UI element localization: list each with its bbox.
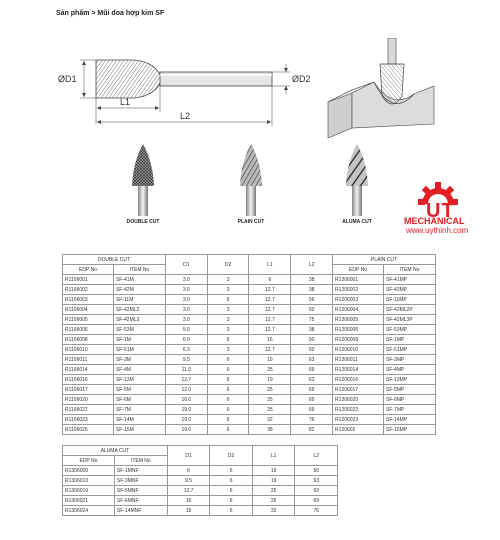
table-cell: 50	[291, 345, 333, 355]
table-cell: SF-1M	[113, 335, 165, 345]
table-cell: R1106016	[63, 375, 114, 385]
table-cell: 32	[249, 415, 291, 425]
table-cell: SF-15MP	[384, 425, 436, 435]
table-cell: SF-53M	[113, 325, 165, 335]
table-cell: 25	[249, 405, 291, 415]
table-cell: 12.7	[165, 375, 207, 385]
table-cell: 11.0	[165, 365, 207, 375]
table-cell: R1206011	[333, 355, 384, 365]
table-cell: 6	[207, 425, 249, 435]
table-cell: SF-14M	[113, 415, 165, 425]
table-cell: SF-3MNF	[114, 476, 167, 486]
table-cell: 75	[291, 315, 333, 325]
table-cell: 69	[291, 395, 333, 405]
d2-label: ØD2	[292, 74, 311, 84]
table-cell: 6	[167, 466, 210, 476]
table-cell: 6.3	[165, 345, 207, 355]
table-cell: R1206004	[333, 305, 384, 315]
table-cell: SF-42ML2	[113, 305, 165, 315]
logo-tagline: MECHANICAL	[404, 216, 465, 226]
table-cell: R1306013	[63, 476, 115, 486]
d1-header: D1	[165, 255, 207, 275]
table-cell: 12.7	[249, 285, 291, 295]
table-cell: SF-51MP	[384, 345, 436, 355]
table-cell: 3.0	[165, 285, 207, 295]
table-cell: 76	[295, 506, 338, 516]
table-cell: 25	[252, 496, 295, 506]
table-cell: R1106022	[63, 405, 114, 415]
table-cell: SF-7MP	[384, 405, 436, 415]
d2-header: D2	[207, 255, 249, 275]
table-cell: R1106017	[63, 385, 114, 395]
table-cell: 38	[291, 275, 333, 285]
table-cell: 3.0	[165, 305, 207, 315]
l2-header: L2	[291, 255, 333, 275]
table-row	[63, 305, 436, 315]
table-cell: SF-3M	[113, 355, 165, 365]
logo-brand: UT	[426, 200, 455, 222]
table-cell: SF-42ML3	[113, 315, 165, 325]
table-cell: R1106011	[63, 355, 114, 365]
table-cell: 12.7	[249, 345, 291, 355]
table-cell: 63	[295, 476, 338, 486]
table-cell: 3.0	[165, 275, 207, 285]
table-cell: 6	[210, 466, 253, 476]
table-cell: R1106020	[63, 395, 114, 405]
table-row	[63, 415, 436, 425]
table-row	[63, 345, 436, 355]
table-row	[63, 385, 436, 395]
table-cell: 50	[295, 466, 338, 476]
table-cell: SF-6MP	[384, 395, 436, 405]
table-cell: 69	[291, 405, 333, 415]
table-cell: 3	[207, 305, 249, 315]
table-cell: 3.0	[165, 295, 207, 305]
table-cell: R1306021	[63, 496, 115, 506]
table-cell: SF-5MNF	[114, 486, 167, 496]
table-cell: R1206008	[333, 335, 384, 345]
table-cell: 50	[291, 305, 333, 315]
table-cell: 25	[249, 385, 291, 395]
table-cell: R1206005	[333, 315, 384, 325]
table-cell: SF-5M	[113, 385, 165, 395]
aluma-item-header: ITEM No	[114, 456, 167, 466]
table-cell: 69	[291, 365, 333, 375]
table-cell: 38	[291, 325, 333, 335]
table-cell: 12.7	[167, 486, 210, 496]
aluma-edp-header: EDP No	[63, 456, 115, 466]
table-row	[63, 275, 436, 285]
table-cell: SF-42M	[113, 285, 165, 295]
plain-cut-label: PLAIN CUT	[237, 219, 265, 225]
table-cell: 82	[291, 425, 333, 435]
table-cell: 38	[291, 285, 333, 295]
table-cell: 12.7	[249, 325, 291, 335]
table-row	[63, 285, 436, 295]
table-cell: 6	[210, 506, 253, 516]
plain-edp-header: EDP No	[333, 265, 384, 275]
table-cell: 3	[207, 285, 249, 295]
table-cell: SF-3MP	[384, 355, 436, 365]
table-cell: 6	[207, 385, 249, 395]
table-cell: SF-14MNF	[114, 506, 167, 516]
table-cell: SF-42ML2P	[384, 305, 436, 315]
table-cell: 25	[249, 395, 291, 405]
table-cell: 6	[207, 395, 249, 405]
table-row	[63, 405, 436, 415]
table-cell: SF-41MP	[384, 275, 436, 285]
grinding-illustration	[322, 38, 440, 138]
table-cell: R1206017	[333, 385, 384, 395]
aluma-table-row	[63, 486, 338, 496]
table-cell: R1206002	[333, 285, 384, 295]
table-cell: R1106008	[63, 335, 114, 345]
table-cell: 19.0	[165, 415, 207, 425]
table-row	[63, 395, 436, 405]
table-cell: 6	[249, 275, 291, 285]
table-cell: SF-11MP	[384, 295, 436, 305]
table-cell: SF-4M	[113, 365, 165, 375]
aluma-cut-label: ALUMA CUT	[342, 219, 372, 225]
table-row	[63, 325, 436, 335]
l2-label: L2	[180, 111, 191, 121]
table-cell: SF-7M	[113, 405, 165, 415]
table-cell: R1106026	[63, 425, 114, 435]
table-cell: 6	[210, 486, 253, 496]
table-cell: SF-11M	[113, 295, 165, 305]
company-logo[interactable]	[404, 182, 496, 240]
plain-item-header: ITEM No	[384, 265, 436, 275]
table-cell: R1206020	[333, 395, 384, 405]
table-cell: R1106023	[63, 415, 114, 425]
table-cell: 6	[207, 375, 249, 385]
table-cell: 3	[207, 345, 249, 355]
table-cell: R1306024	[63, 506, 115, 516]
table-cell: R120602	[333, 425, 384, 435]
table-cell: SF-1MP	[384, 335, 436, 345]
table-cell: SF-42ML3P	[384, 315, 436, 325]
table-cell: SF-53MP	[384, 325, 436, 335]
table-cell: 16	[167, 496, 210, 506]
l1-label: L1	[120, 97, 131, 107]
table-cell: R1206003	[333, 295, 384, 305]
table-cell: 19	[249, 355, 291, 365]
aluma-table-row	[63, 466, 338, 476]
table-cell: 9.5	[167, 476, 210, 486]
dimension-drawing	[56, 42, 331, 132]
edp-header: EDP No	[63, 265, 114, 275]
table-cell: R1306019	[63, 486, 115, 496]
table-cell: 32	[252, 506, 295, 516]
table-cell: 6	[207, 335, 249, 345]
table-cell: R1106005	[63, 315, 114, 325]
aluma-table-row	[63, 496, 338, 506]
table-cell: 16.0	[165, 395, 207, 405]
double-cut-header: DOUBLE CUT	[63, 255, 166, 265]
table-cell: 63	[291, 355, 333, 365]
breadcrumb: Sản phẩm > Mũi doa hợp kim SF	[56, 10, 165, 17]
table-cell: R1206001	[333, 275, 384, 285]
table-cell: SF-15M	[113, 425, 165, 435]
table-cell: 69	[295, 496, 338, 506]
table-cell: SF-4MP	[384, 365, 436, 375]
table-cell: 19	[252, 476, 295, 486]
table-cell: 12.0	[165, 385, 207, 395]
table-cell: 12.7	[249, 305, 291, 315]
table-cell: 25	[249, 365, 291, 375]
table-cell: R1206016	[333, 375, 384, 385]
table-cell: R1106014	[63, 365, 114, 375]
table-cell: SF-13M	[113, 375, 165, 385]
aluma-cut-header: ALUMA CUT	[63, 446, 168, 456]
table-row	[63, 425, 436, 435]
table-cell: 19	[249, 375, 291, 385]
aluma-d1-header: D1	[167, 446, 210, 466]
d1-label: ØD1	[58, 74, 77, 84]
table-cell: 6.0	[165, 335, 207, 345]
table-cell: 19.0	[165, 425, 207, 435]
aluma-cut-table	[62, 445, 338, 516]
table-cell: 69	[295, 486, 338, 496]
table-cell: 6	[207, 405, 249, 415]
double-plain-cut-table	[62, 254, 436, 435]
aluma-l2-header: L2	[295, 446, 338, 466]
aluma-table-row	[63, 476, 338, 486]
table-cell: 19	[252, 466, 295, 476]
table-cell: R1306009	[63, 466, 115, 476]
table-cell: R1206006	[333, 325, 384, 335]
table-cell: 5.0	[165, 325, 207, 335]
table-cell: SF-51M	[113, 345, 165, 355]
aluma-table-row	[63, 506, 338, 516]
table-cell: 9.5	[165, 355, 207, 365]
table-cell: 56	[291, 295, 333, 305]
table-cell: SF-41M	[113, 275, 165, 285]
table-cell: R1206014	[333, 365, 384, 375]
table-cell: R1206022	[333, 405, 384, 415]
table-cell: R1106006	[63, 325, 114, 335]
table-cell: 6	[210, 476, 253, 486]
item-header: ITEM No	[113, 265, 165, 275]
table-cell: SF-6MNF	[114, 496, 167, 506]
table-row	[63, 295, 436, 305]
table-cell: R1106003	[63, 295, 114, 305]
table-cell: 12.7	[249, 315, 291, 325]
table-cell: 3	[207, 315, 249, 325]
table-cell: 6	[207, 415, 249, 425]
table-cell: 6	[207, 295, 249, 305]
table-row	[63, 335, 436, 345]
table-cell: SF-14MP	[384, 415, 436, 425]
table-cell: SF-1MNF	[114, 466, 167, 476]
aluma-l1-header: L1	[252, 446, 295, 466]
table-cell: 19.0	[165, 405, 207, 415]
table-cell: 25	[252, 486, 295, 496]
table-cell: R1106010	[63, 345, 114, 355]
aluma-d2-header: D2	[210, 446, 253, 466]
table-cell: 16	[249, 335, 291, 345]
table-row	[63, 315, 436, 325]
table-cell: SF-13MP	[384, 375, 436, 385]
table-cell: 12.7	[249, 295, 291, 305]
table-cell: 6	[207, 355, 249, 365]
table-cell: 63	[291, 375, 333, 385]
table-cell: 69	[291, 385, 333, 395]
table-cell: R1106002	[63, 285, 114, 295]
table-cell: 19	[167, 506, 210, 516]
table-row	[63, 355, 436, 365]
table-cell: 50	[291, 335, 333, 345]
table-cell: 6	[210, 496, 253, 506]
table-cell: R1106001	[63, 275, 114, 285]
l1-header: L1	[249, 255, 291, 275]
double-cut-label: DOUBLE CUT	[126, 219, 160, 225]
table-row	[63, 375, 436, 385]
table-cell: R1106004	[63, 305, 114, 315]
double-cut-illustration	[108, 142, 178, 230]
plain-cut-header: PLAIN CUT	[333, 255, 436, 265]
table-cell: 6	[207, 365, 249, 375]
table-cell: 3	[207, 325, 249, 335]
table-cell: 3.0	[165, 315, 207, 325]
table-cell: 38	[249, 425, 291, 435]
table-row	[63, 365, 436, 375]
aluma-cut-illustration	[322, 142, 392, 230]
table-cell: SF-6M	[113, 395, 165, 405]
table-cell: SF-5MP	[384, 385, 436, 395]
table-cell: R1206023	[333, 415, 384, 425]
table-cell: 76	[291, 415, 333, 425]
table-cell: 3	[207, 275, 249, 285]
table-cell: R1206010	[333, 345, 384, 355]
website-link[interactable]: www.uythinh.com	[406, 226, 469, 235]
plain-cut-illustration	[216, 142, 286, 230]
table-cell: SF-42MP	[384, 285, 436, 295]
